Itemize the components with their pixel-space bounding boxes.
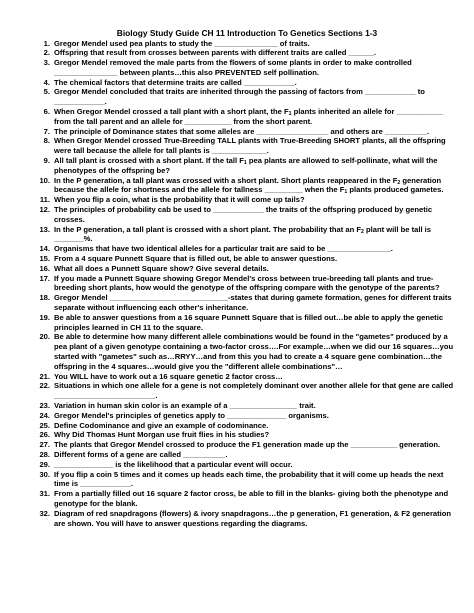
question-text: Define Codominance and give an example of codominance. (54, 420, 269, 430)
question-number: 5. (43, 87, 50, 97)
question-text: When Gregor Mendel crossed a tall plant with a short plant, the $F_1$ plants inherited an allele for ___________ from the tall parent and an allele for ___________ from the short parent. (54, 107, 444, 126)
question-item (34, 450, 460, 460)
question-item (34, 39, 460, 49)
question-item (34, 509, 460, 529)
question-text: From a partially filled out 16 square 2 factor cross, be able to fill in the blanks- giving both the phenotype and genotype for the blank. (54, 489, 449, 508)
question-text: If you made a Punnett Square showing Gregor Mendel's cross between true-breeding tall plants and true-breeding short plants, how would the genotype of the offspring compare with the genotype of the parents? (54, 273, 440, 293)
question-item (34, 107, 460, 127)
question-number: 24. (39, 410, 50, 420)
question-item (34, 58, 460, 78)
question-text: In the P generation, a tall plant is crossed with a short plant. The probability that an $F_2$ plant will be tall is _______%. (54, 224, 432, 244)
question-item (34, 293, 460, 313)
question-text: Organisms that have two identical alleles for a particular trait are said to be _______________. (54, 244, 393, 254)
question-item (34, 332, 460, 371)
question-item (34, 470, 460, 490)
question-item (34, 127, 460, 137)
question-number: 14. (39, 244, 50, 254)
question-item (34, 87, 460, 107)
question-text: The principle of Dominance states that some alleles are _________________ and others are __________. (54, 126, 430, 136)
question-item (34, 195, 460, 205)
question-text: Gregor Mendel removed the male parts from the flowers of some plants in order to make controlled _______________ between plants…this also PREVENTED self pollination. (54, 58, 412, 77)
page-title: Biology Study Guide CH 11 Introduction To Genetics Sections 1-3 (116, 28, 378, 38)
question-number: 10. (39, 175, 50, 185)
question-item (34, 205, 460, 225)
question-number: 7. (43, 126, 50, 136)
question-item (34, 244, 460, 254)
question-number: 15. (39, 254, 50, 264)
question-text: All tall plant is crossed with a short plant. If the tall $F_1$ pea plants are allowed to self-pollinate, what will the phenotypes of the offspring be? (54, 156, 438, 175)
question-item (34, 421, 460, 431)
question-number: 32. (39, 508, 50, 518)
question-number: 8. (43, 136, 50, 146)
question-item (34, 274, 460, 294)
question-item (34, 225, 460, 245)
question-number: 16. (39, 263, 50, 273)
question-number: 19. (39, 312, 50, 322)
question-number: 21. (39, 371, 50, 381)
question-item (34, 460, 460, 470)
question-item (34, 78, 460, 88)
question-text: Different forms of a gene are called __________. (54, 449, 228, 459)
question-text: Diagram of red snapdragons (flowers) & ivory snapdragons…the p generation, F1 generation, & F2 generation are shown. You will have to answer questions regarding the diagrams. (54, 508, 452, 528)
question-text: Offspring that result from crosses between parents with different traits are called ______. (54, 48, 376, 58)
question-text: Gregor Mendel concluded that traits are inherited through the passing of factors from ____________ to ____________. (54, 87, 425, 107)
question-text: Why Did Thomas Hunt Morgan use fruit flies in his studies? (54, 430, 270, 440)
question-item (34, 372, 460, 382)
question-item (34, 430, 460, 440)
question-number: 25. (39, 420, 50, 430)
question-text: Be able to determine how many different allele combinations would be found in the "gametes" produced by a pea plant of a given genotype containing a two-factor cross….For example…when we did our 16 squares…you started with "gametes" such as…RRYY…and from this you had to create a 4 square gene combination…the offspring in the 4 squares…would give you the "different allele combinations"… (54, 332, 454, 371)
question-text: Variation in human skin color is an example of a ________________ trait. (54, 400, 316, 410)
question-number: 12. (39, 205, 50, 215)
question-text: What all does a Punnett Square show? Give several details. (54, 263, 269, 273)
question-text: Situations in which one allele for a gene is not completely dominant over another allele for that gene are called ________________________. (54, 381, 454, 401)
question-text: The principles of probability cab be used to ____________ the traits of the offspring produced by genetic crosses. (54, 205, 433, 224)
question-list (34, 39, 460, 529)
question-number: 20. (39, 332, 50, 342)
question-number: 2. (43, 48, 50, 58)
question-text: Be able to answer questions from a 16 square Punnett Square that is filled out…be able to apply the genetic principles learned in CH 11 to the square. (54, 312, 444, 332)
question-number: 4. (43, 77, 50, 87)
question-number: 26. (39, 430, 50, 440)
question-text: From a 4 square Punnett Square that is filled out, be able to answer questions. (54, 254, 338, 264)
question-item (34, 489, 460, 509)
question-text: Gregor Mendel's principles of genetics apply to ______________ organisms. (54, 410, 329, 420)
question-number: 17. (39, 273, 50, 283)
question-text: If you flip a coin 5 times and it comes up heads each time, the probability that it will come up heads the next time is ____________. (54, 469, 444, 489)
question-item (34, 176, 460, 196)
question-item (34, 156, 460, 176)
question-number: 29. (39, 459, 50, 469)
question-item (34, 264, 460, 274)
question-item (34, 440, 460, 450)
question-number: 28. (39, 449, 50, 459)
question-item (34, 313, 460, 333)
question-text: Gregor Mendel ____________________________-states that during gamete formation, genes for different traits separate without influencing each other's inheritance. (54, 293, 452, 313)
question-text: ______________ is the likelihood that a particular event will occur. (54, 459, 293, 469)
question-text: When Gregor Mendel crossed True-Breeding TALL plants with True-Breeding SHORT plants, all the offspring were tall because the allele for tall plants is _____________. (54, 136, 446, 156)
question-number: 13. (39, 224, 50, 234)
question-number: 1. (43, 38, 50, 48)
question-number: 30. (39, 469, 50, 479)
question-text: The chemical factors that determine traits are called ____________. (54, 77, 297, 87)
question-number: 23. (39, 400, 50, 410)
question-text: When you flip a coin, what is the probability that it will come up tails? (54, 195, 305, 205)
question-text: You WILL have to work out a 16 square genetic 2 factor cross… (54, 371, 283, 381)
question-number: 11. (39, 195, 50, 205)
question-number: 31. (39, 489, 50, 499)
question-number: 22. (39, 381, 50, 391)
question-item (34, 411, 460, 421)
question-text: The plants that Gregor Mendel crossed to produce the F1 generation made up the ___________ generation. (54, 440, 441, 450)
question-text: Gregor Mendel used pea plants to study the _______________ of traits. (54, 38, 310, 48)
question-number: 3. (43, 58, 50, 68)
question-item (34, 48, 460, 58)
question-item (34, 401, 460, 411)
question-number: 9. (43, 156, 50, 166)
question-number: 18. (39, 293, 50, 303)
question-item (34, 381, 460, 401)
question-number: 6. (43, 107, 50, 117)
question-item (34, 136, 460, 156)
question-number: 27. (39, 440, 50, 450)
question-text: In the P generation, a tall plant was crossed with a short plant. Short plants reappeared in the $F_2$ generation because the allele for shortness and the allele for tallness _________ when the $F_1$ plants produced gametes. (54, 175, 444, 196)
question-item (34, 254, 460, 264)
